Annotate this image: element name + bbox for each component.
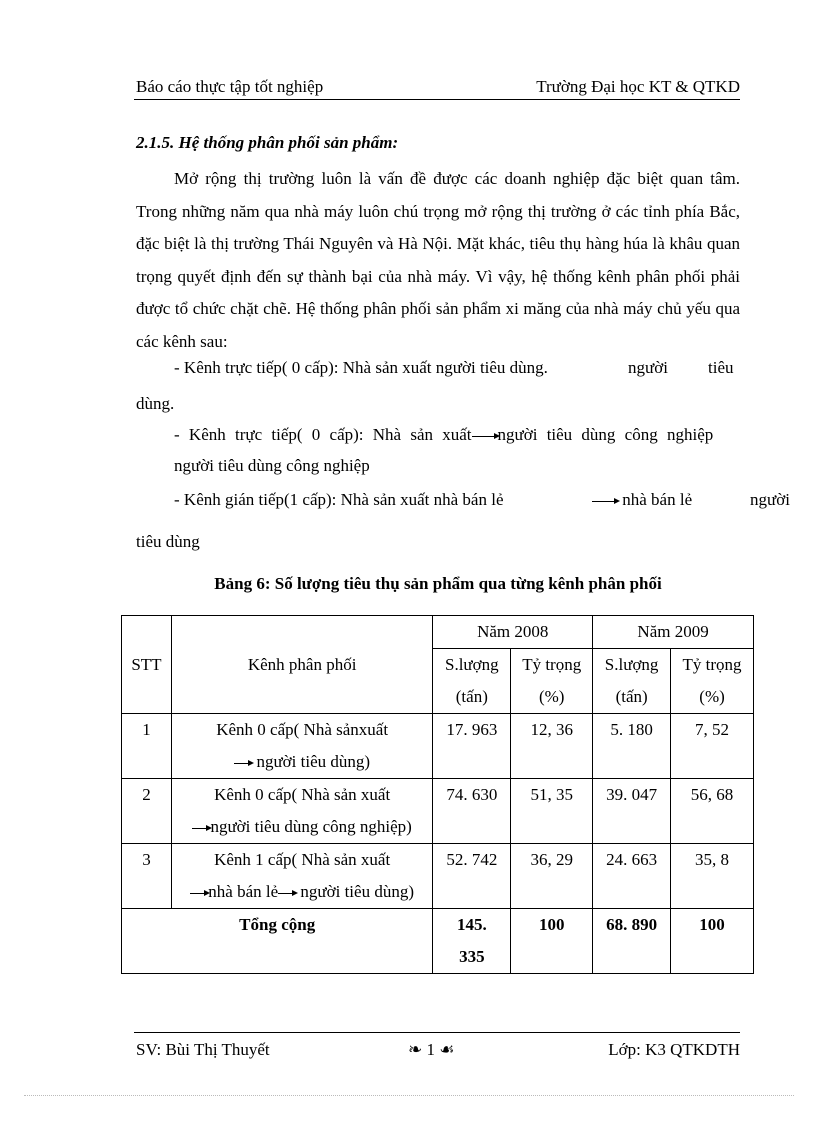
table-row [122,779,754,844]
table-row [122,714,754,779]
arrow-icon [472,436,498,437]
cell-share-2008: 36, 29 [511,844,593,909]
paragraph-text: Mở rộng thị trường luôn là vấn đề được các doanh nghiệp đặc biệt quan tâm. Trong những năm qua nhà máy luôn chú trọng mở rộng thị trường ở các tỉnh phía Bắc, đặc biệt là thị trường Thái Nguyên và Hà Nội. Mặt khác, tiêu thụ hàng húa là khâu quan trọng quyết định đến sự thành bại của nhà máy. Vì vậy, hệ thống kênh phân phối phải được tổ chức chặt chẽ. Hệ thống phân phối sản phẩm xi măng của nhà máy chủ yếu qua các kênh sau: [136,169,740,351]
channel-3-end: người [750,490,790,509]
arrow-icon [192,828,210,829]
cell-qty-2009: 5. 180 [593,714,671,779]
channel-3-target: nhà bán lẻ [622,490,693,509]
cell-stt: 1 [122,714,172,779]
cell-share-2009: 56, 68 [671,779,754,844]
arrow-icon [278,893,296,894]
header-right: Trường Đại học KT & QTKD [536,77,740,96]
channel-1-line [174,358,548,378]
channel-3-line: - Kênh gián tiếp(1 cấp): Nhà sản xuất nhà bán lẻ [174,490,504,509]
table-caption: Bảng 6: Số lượng tiêu thụ sản phẩm qua từng kênh phân phối [214,574,662,593]
channel-2-wrap: người tiêu dùng công nghiệp [174,456,370,475]
total-qty-2009: 68. 890 [593,909,671,974]
cell-qty-2009: 24. 663 [593,844,671,909]
header-year-2008: Năm 2008 [433,616,593,649]
channel-1-wrap: dùng. [136,394,175,413]
total-share-2009: 100 [671,909,754,974]
channel-2-line [174,425,713,445]
header-share-2008: Tỷ trọng (%) [511,649,593,714]
channel-1-word-a: người [628,358,668,377]
cell-stt: 3 [122,844,172,909]
header-channel: Kênh phân phối [171,616,432,714]
channel-1-target: người tiêu dùng. [435,358,548,377]
arrow-icon [190,893,208,894]
cell-share-2008: 12, 36 [511,714,593,779]
ornament-left-icon: ❧ [408,1040,423,1059]
footer-class: Lớp: K3 QTKDTH [608,1040,740,1059]
cell-stt: 2 [122,779,172,844]
cell-share-2008: 51, 35 [511,779,593,844]
cell-qty-2008: 74. 630 [433,779,511,844]
channel-3-wrap: tiêu dùng [136,532,200,551]
channel-1-text: - Kênh trực tiếp( 0 cấp): Nhà sản xuất [174,358,432,377]
channel-3-mid [592,490,692,510]
total-share-2008: 100 [511,909,593,974]
cell-qty-2008: 17. 963 [433,714,511,779]
table-header-row [122,616,754,649]
header-qty-2009: S.lượng (tấn) [593,649,671,714]
ornament-right-icon: ☙ [439,1040,455,1059]
footer-student: SV: Bùi Thị Thuyết [136,1040,270,1059]
channel-2-text: - Kênh trực tiếp( 0 cấp): Nhà sản xuất [174,425,472,444]
total-qty-2008: 145. 335 [433,909,511,974]
header-year-2009: Năm 2009 [593,616,754,649]
page-edge-dots [24,1095,794,1096]
header-left: Báo cáo thực tập tốt nghiệp [136,77,324,96]
channel-2-target: người tiêu dùng công nghiệp [497,425,714,444]
page-number: 1 [426,1040,435,1059]
header-share-2009: Tỷ trọng (%) [671,649,754,714]
table-total-row [122,909,754,974]
cell-channel: Kênh 0 cấp( Nhà sản xuất người tiêu dùng công nghiệp) [171,779,432,844]
arrow-icon [234,763,252,764]
cell-channel: Kênh 1 cấp( Nhà sản xuất nhà bán lẻ người tiêu dùng) [171,844,432,909]
footer-page [408,1040,455,1060]
arrow-icon [592,501,618,502]
channel-1-word-b: tiêu [708,358,734,377]
cell-share-2009: 35, 8 [671,844,754,909]
footer-rule [134,1032,740,1033]
cell-channel: Kênh 0 cấp( Nhà sảnxuất người tiêu dùng) [171,714,432,779]
cell-qty-2008: 52. 742 [433,844,511,909]
header-rule [134,99,740,100]
header-qty-2008: S.lượng (tấn) [433,649,511,714]
body-paragraph [136,163,740,358]
table-row [122,844,754,909]
cell-qty-2009: 39. 047 [593,779,671,844]
cell-share-2009: 7, 52 [671,714,754,779]
section-title: 2.1.5. Hệ thống phân phối sản phẩm: [136,133,399,152]
total-label: Tổng cộng [122,909,433,974]
distribution-table [121,615,754,974]
header-stt: STT [122,616,172,714]
